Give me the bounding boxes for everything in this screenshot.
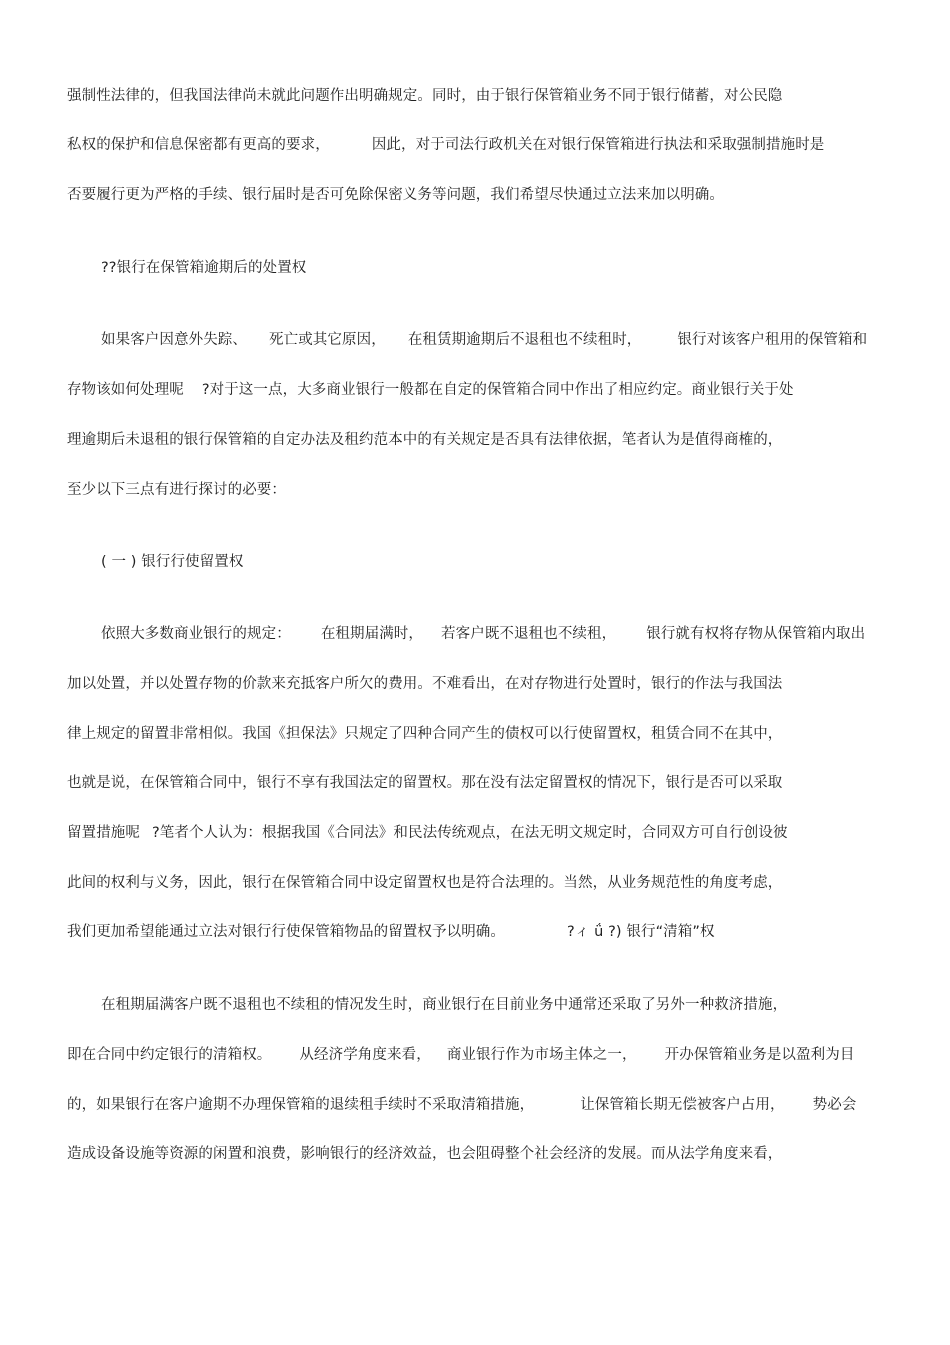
section-heading-clearing-right: ?ィ ǘ ?) 银行“清箱”权 xyxy=(567,924,715,940)
paragraph-line-8 xyxy=(101,624,865,644)
text-segment: ?对于这一点，大多商业银行一般都在自定的保管箱合同中作出了相应约定。商业银行关于处 xyxy=(201,382,794,398)
text-segment: 私权的保护和信息保密都有更高的要求， xyxy=(67,137,330,153)
text-segment: ?笔者个人认为：根据我国《合同法》和民法传统观点，在法无明文规定时，合同双方可自行创设彼 xyxy=(152,825,788,841)
text-segment: 因此，对于司法行政机关在对银行保管箱进行执法和采取强制措施时是 xyxy=(371,137,825,153)
text-segment: 让保管箱长期无偿被客户占用， xyxy=(580,1097,785,1113)
text-segment: 从经济学角度来看， xyxy=(299,1047,431,1063)
paragraph-line-4 xyxy=(101,330,867,350)
paragraph-line-10 xyxy=(67,724,782,744)
text-segment: 也就是说，在保管箱合同中，银行不享有我国法定的留置权。那在没有法定留置权的情况下，银行是否可以采取 xyxy=(67,775,783,791)
paragraph-line-1 xyxy=(67,86,782,106)
paragraph-line-12 xyxy=(67,823,788,843)
paragraph-line-18 xyxy=(67,1144,782,1164)
text-segment: 即在合同中约定银行的清箱权。 xyxy=(67,1047,272,1063)
paragraph-line-16 xyxy=(67,1045,854,1065)
text-segment: 死亡或其它原因， xyxy=(269,332,386,348)
paragraph-line-6 xyxy=(67,430,782,450)
text-segment: 银行就有权将存物从保管箱内取出 xyxy=(646,626,866,642)
text-segment: 商业银行作为市场主体之一， xyxy=(446,1047,637,1063)
text-segment: 银行对该客户租用的保管箱和 xyxy=(677,332,868,348)
heading-text: ??银行在保管箱逾期后的处置权 xyxy=(101,260,307,276)
text-segment: 存物该如何处理呢 xyxy=(67,382,184,398)
paragraph-line-9 xyxy=(67,674,782,694)
section-heading-lien xyxy=(101,552,243,572)
section-heading-disposal-right xyxy=(101,258,306,278)
paragraph-line-14 xyxy=(67,922,715,942)
text-segment: 律上规定的留置非常相似。我国《担保法》只规定了四种合同产生的债权可以行使留置权，租赁合同不在其中， xyxy=(67,726,783,742)
text-segment: 的，如果银行在客户逾期不办理保管箱的退续租手续时不采取清箱措施， xyxy=(67,1097,535,1113)
text-segment: 留置措施呢 xyxy=(67,825,140,841)
text-segment: 至少以下三点有进行探讨的必要： xyxy=(67,482,286,498)
paragraph-line-13 xyxy=(67,873,782,893)
text-segment: 加以处置，并以处置存物的价款来充抵客户所欠的费用。不难看出，在对存物进行处置时，银行的作法与我国法 xyxy=(67,676,783,692)
text-segment: 否要履行更为严格的手续、银行届时是否可免除保密义务等问题，我们希望尽快通过立法来加以明确。 xyxy=(67,187,724,203)
text-segment: 强制性法律的，但我国法律尚未就此问题作出明确规定。同时，由于银行保管箱业务不同于银行储蓄，对公民隐 xyxy=(67,88,783,104)
paragraph-line-5 xyxy=(67,380,794,400)
text-segment: 在租期届满时， xyxy=(320,626,424,642)
text-segment: 依照大多数商业银行的规定： xyxy=(101,626,291,642)
paragraph-line-2 xyxy=(67,135,824,155)
paragraph-line-3 xyxy=(67,185,724,205)
text-segment: 如果客户因意外失踪、 xyxy=(101,332,247,348)
text-segment: 在租赁期逾期后不退租也不续租时， xyxy=(407,332,642,348)
paragraph-line-15 xyxy=(101,995,787,1015)
text-segment: 造成设备设施等资源的闲置和浪费，影响银行的经济效益，也会阻碍整个社会经济的发展。而从法学角度来看， xyxy=(67,1146,783,1162)
heading-text: ( 一 ) 银行行使留置权 xyxy=(101,554,244,570)
paragraph-line-17 xyxy=(67,1095,856,1115)
text-segment: 我们更加希望能通过立法对银行行使保管箱物品的留置权予以明确。 xyxy=(67,924,505,940)
text-segment: 开办保管箱业务是以盈利为目 xyxy=(664,1047,855,1063)
paragraph-line-11 xyxy=(67,773,782,793)
text-segment: 在租期届满客户既不退租也不续租的情况发生时，商业银行在目前业务中通常还采取了另外一种救济措施， xyxy=(101,997,788,1013)
text-segment: 若客户既不退租也不续租， xyxy=(441,626,617,642)
text-segment: 此间的权利与义务，因此，银行在保管箱合同中设定留置权也是符合法理的。当然，从业务规范性的角度考虑， xyxy=(67,875,783,891)
paragraph-line-7 xyxy=(67,480,286,500)
text-segment: 势必会 xyxy=(812,1097,857,1113)
text-segment: 理逾期后未退租的银行保管箱的自定办法及租约范本中的有关规定是否具有法律依据，笔者认为是值得商榷的， xyxy=(67,432,783,448)
